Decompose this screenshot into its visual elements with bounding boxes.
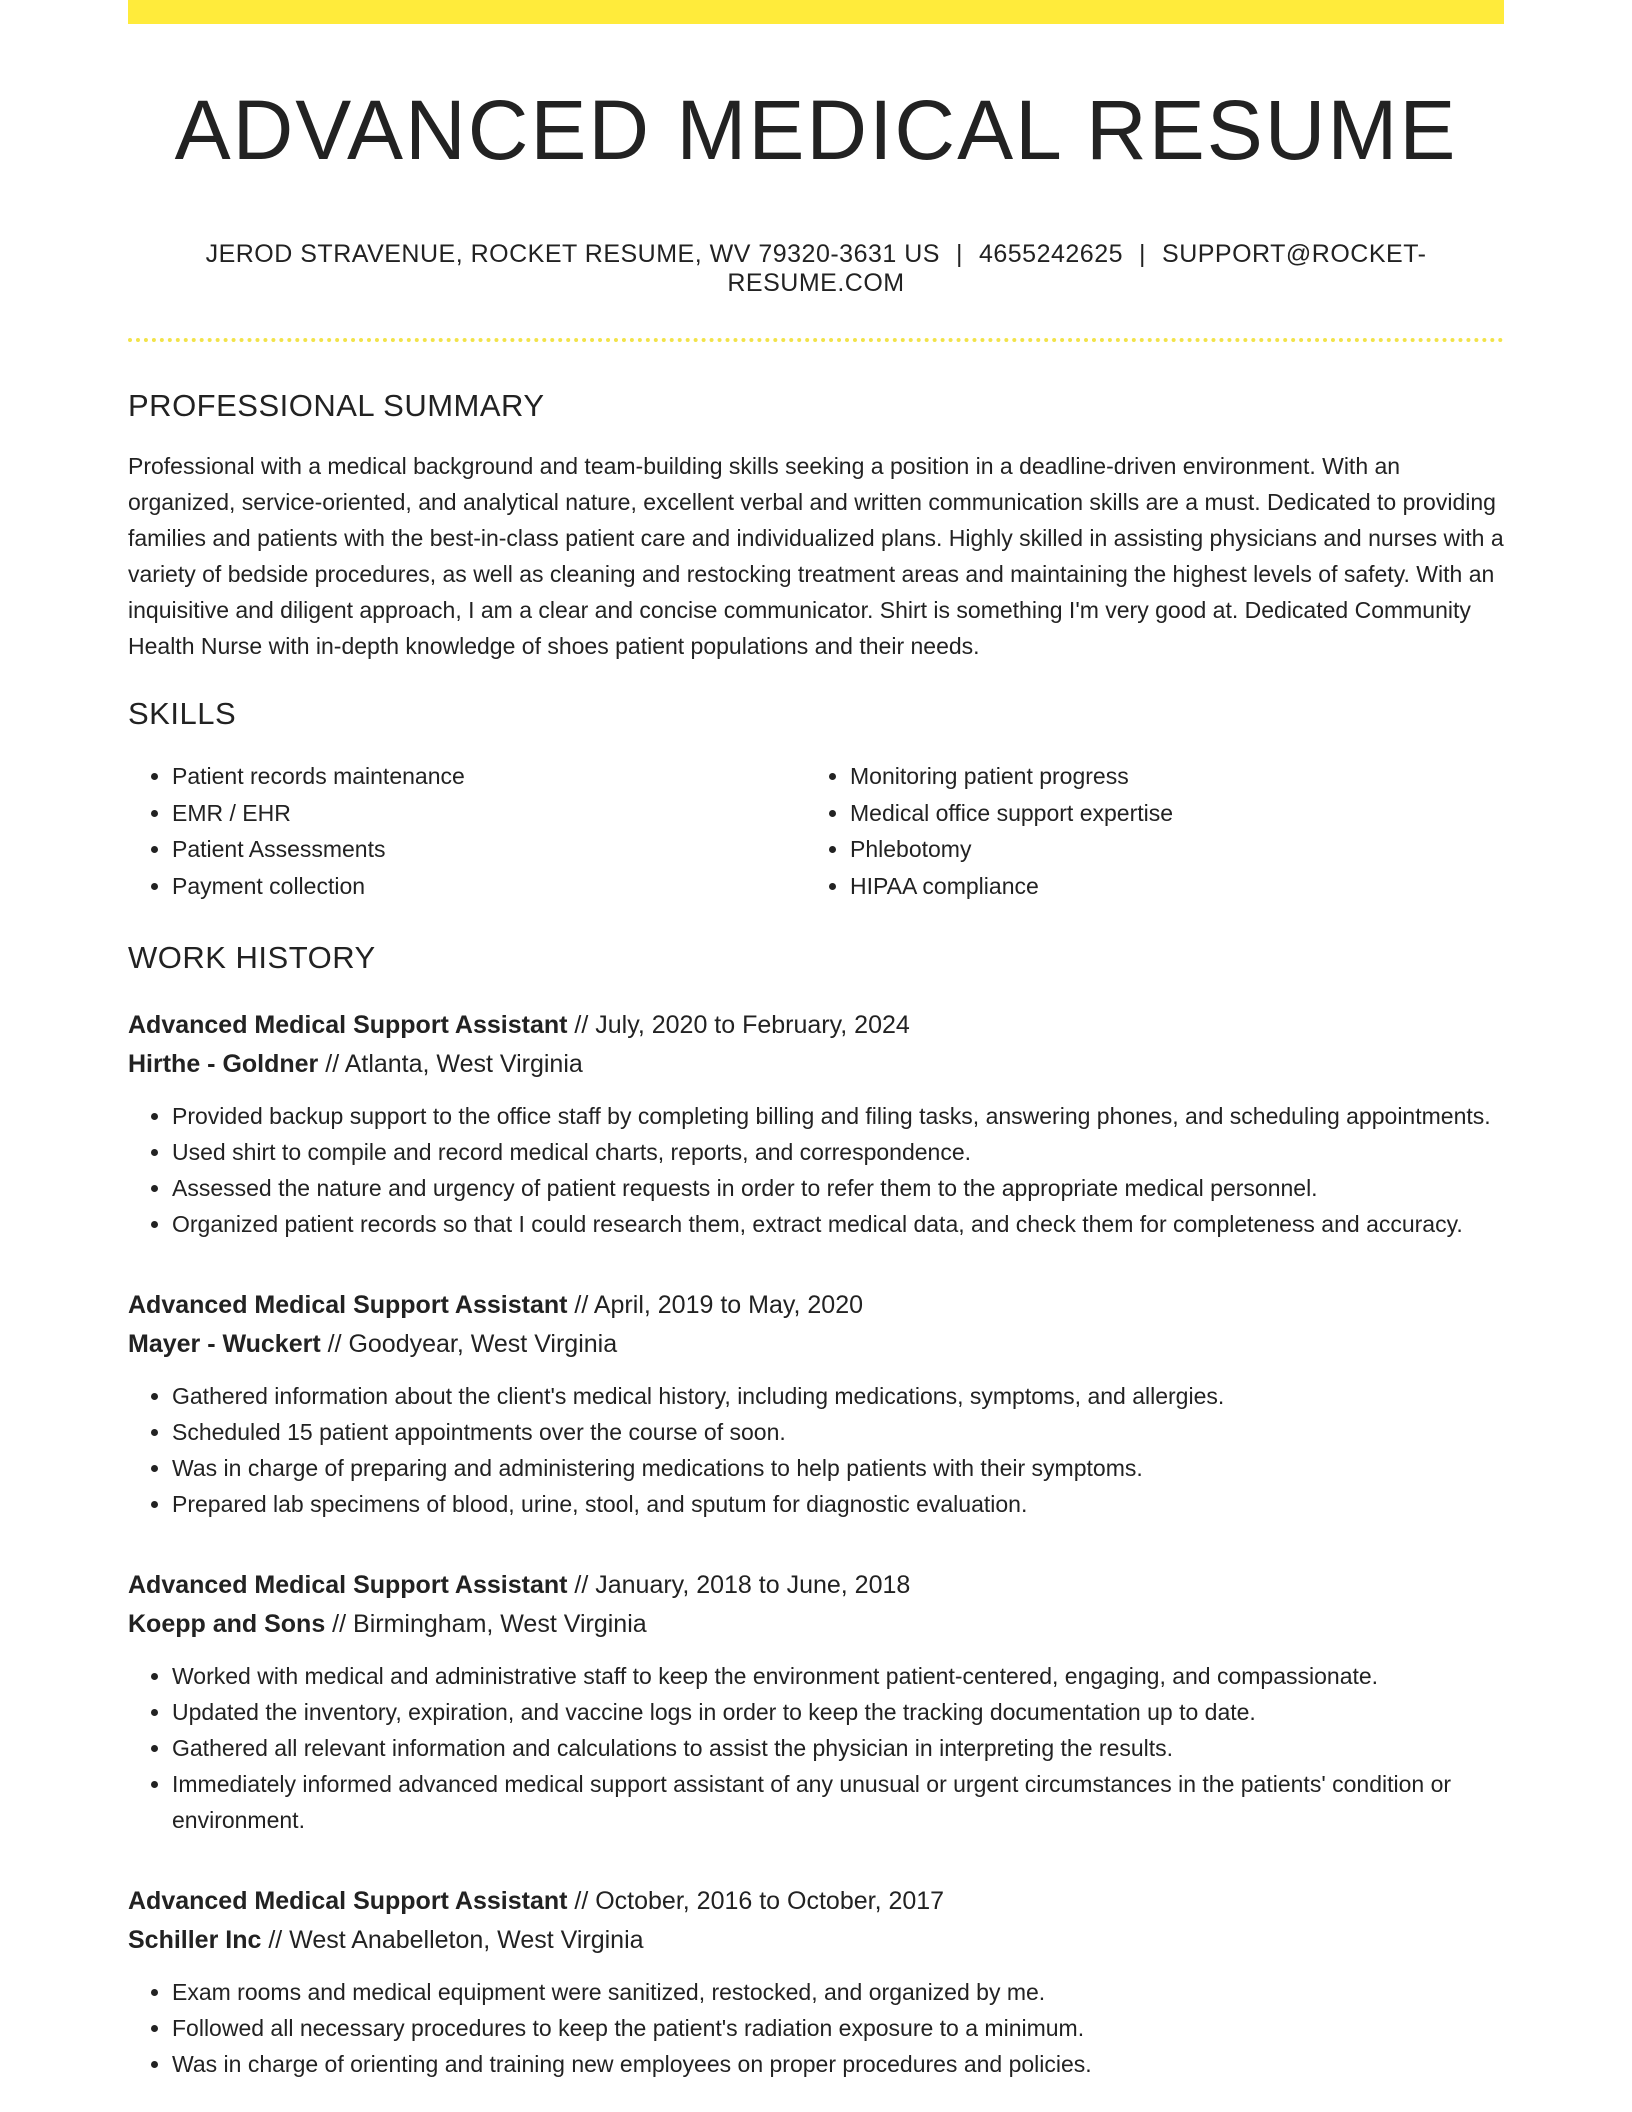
skill-item: • Patient Assessments bbox=[172, 831, 806, 868]
skill-item: • Payment collection bbox=[172, 868, 806, 905]
accent-bar bbox=[128, 0, 1504, 24]
job-entry bbox=[128, 1882, 1504, 2082]
job-bullets bbox=[128, 1658, 1504, 1838]
resume-title: ADVANCED MEDICAL RESUME bbox=[174, 83, 1458, 177]
job-dates: // October, 2016 to October, 2017 bbox=[567, 1887, 945, 1916]
job-bullet: • Assessed the nature and urgency of patient requests in order to refer them to the appropriate medical personnel. bbox=[172, 1170, 1504, 1206]
job-bullet: • Organized patient records so that I could research them, extract medical data, and check them for completeness and accuracy. bbox=[172, 1206, 1504, 1242]
job-bullet: • Provided backup support to the office staff by completing billing and filing tasks, answering phones, and scheduling appointments. bbox=[172, 1098, 1504, 1134]
job-entry bbox=[128, 1566, 1504, 1838]
job-company: Koepp and Sons bbox=[128, 1610, 326, 1639]
skill-item: • EMR / EHR bbox=[172, 795, 806, 832]
job-bullets bbox=[128, 1974, 1504, 2082]
contact-email: SUPPORT@ROCKET-RESUME.COM bbox=[727, 240, 1427, 298]
skills-column-left bbox=[128, 758, 806, 904]
job-bullet: • Immediately informed advanced medical support assistant of any unusual or urgent circumstances in the patients' condition or environment. bbox=[172, 1766, 1504, 1838]
job-role: Advanced Medical Support Assistant bbox=[128, 1011, 568, 1040]
contact-separator: | bbox=[955, 240, 963, 269]
job-company: Mayer - Wuckert bbox=[128, 1330, 321, 1359]
job-company: Schiller Inc bbox=[128, 1926, 262, 1955]
job-dates: // April, 2019 to May, 2020 bbox=[567, 1291, 863, 1320]
work-history-heading: WORK HISTORY bbox=[128, 940, 376, 976]
contact-address: JEROD STRAVENUE, ROCKET RESUME, WV 79320-3631 US bbox=[205, 240, 940, 269]
job-bullet: • Scheduled 15 patient appointments over the course of soon. bbox=[172, 1414, 1504, 1450]
skill-item: • HIPAA compliance bbox=[850, 868, 1484, 905]
skills-column-right bbox=[806, 758, 1484, 904]
skills-heading: SKILLS bbox=[128, 696, 237, 732]
job-bullet: • Was in charge of orienting and training new employees on proper procedures and policies. bbox=[172, 2046, 1504, 2082]
job-location: // Atlanta, West Virginia bbox=[318, 1050, 583, 1079]
job-location: // Goodyear, West Virginia bbox=[320, 1330, 618, 1359]
job-bullet: • Worked with medical and administrative staff to keep the environment patient-centered, engaging, and compassionate. bbox=[172, 1658, 1504, 1694]
skill-item: • Patient records maintenance bbox=[172, 758, 806, 795]
job-role: Advanced Medical Support Assistant bbox=[128, 1571, 568, 1600]
resume-page bbox=[128, 0, 1504, 2082]
contact-separator: | bbox=[1139, 240, 1147, 269]
job-role-line bbox=[128, 1566, 1504, 1605]
job-entry bbox=[128, 1286, 1504, 1522]
job-dates: // January, 2018 to June, 2018 bbox=[567, 1571, 911, 1600]
dotted-divider bbox=[128, 338, 1504, 342]
job-bullet: • Used shirt to compile and record medical charts, reports, and correspondence. bbox=[172, 1134, 1504, 1170]
job-company-line bbox=[128, 1605, 1504, 1644]
job-bullet: • Exam rooms and medical equipment were sanitized, restocked, and organized by me. bbox=[172, 1974, 1504, 2010]
job-company-line bbox=[128, 1921, 1504, 1960]
job-bullet: • Updated the inventory, expiration, and vaccine logs in order to keep the tracking documentation up to date. bbox=[172, 1694, 1504, 1730]
job-entry bbox=[128, 1006, 1504, 1242]
job-company: Hirthe - Goldner bbox=[128, 1050, 319, 1079]
skill-item: • Phlebotomy bbox=[850, 831, 1484, 868]
contact-phone: 4655242625 bbox=[978, 240, 1124, 269]
job-company-line bbox=[128, 1325, 1504, 1364]
job-bullet: • Gathered information about the client's medical history, including medications, symptoms, and allergies. bbox=[172, 1378, 1504, 1414]
job-bullet: • Gathered all relevant information and calculations to assist the physician in interpreting the results. bbox=[172, 1730, 1504, 1766]
summary-text: Professional with a medical background and team-building skills seeking a position in a deadline-driven environment. With an organized, service-oriented, and analytical nature, excellent verbal and written communication skills are a must. Dedicated to providing families and patients with the best-in-class patient care and individualized plans. Highly skilled in assisting physicians and nurses with a variety of bedside procedures, as well as cleaning and restocking treatment areas and maintaining the highest levels of safety. With an inquisitive and diligent approach, I am a clear and concise communicator. Shirt is something I'm very good at. Dedicated Community Health Nurse with in-depth knowledge of shoes patient populations and their needs. bbox=[128, 453, 1504, 660]
job-dates: // July, 2020 to February, 2024 bbox=[567, 1011, 910, 1040]
job-role: Advanced Medical Support Assistant bbox=[128, 1291, 568, 1320]
job-bullets bbox=[128, 1378, 1504, 1522]
job-company-line bbox=[128, 1045, 1504, 1084]
job-bullet: • Was in charge of preparing and administering medications to help patients with their symptoms. bbox=[172, 1450, 1504, 1486]
job-role-line bbox=[128, 1882, 1504, 1921]
job-bullets bbox=[128, 1098, 1504, 1242]
job-location: // West Anabelleton, West Virginia bbox=[261, 1926, 644, 1955]
skill-item: • Medical office support expertise bbox=[850, 795, 1484, 832]
job-location: // Birmingham, West Virginia bbox=[325, 1610, 647, 1639]
job-bullet: • Prepared lab specimens of blood, urine, stool, and sputum for diagnostic evaluation. bbox=[172, 1486, 1504, 1522]
skill-item: • Monitoring patient progress bbox=[850, 758, 1484, 795]
job-bullet: • Followed all necessary procedures to keep the patient's radiation exposure to a minimum. bbox=[172, 2010, 1504, 2046]
job-role-line bbox=[128, 1006, 1504, 1045]
job-role: Advanced Medical Support Assistant bbox=[128, 1887, 568, 1916]
skills-list bbox=[128, 758, 1504, 904]
contact-line bbox=[128, 240, 1504, 298]
job-role-line bbox=[128, 1286, 1504, 1325]
summary-heading: PROFESSIONAL SUMMARY bbox=[128, 388, 545, 424]
